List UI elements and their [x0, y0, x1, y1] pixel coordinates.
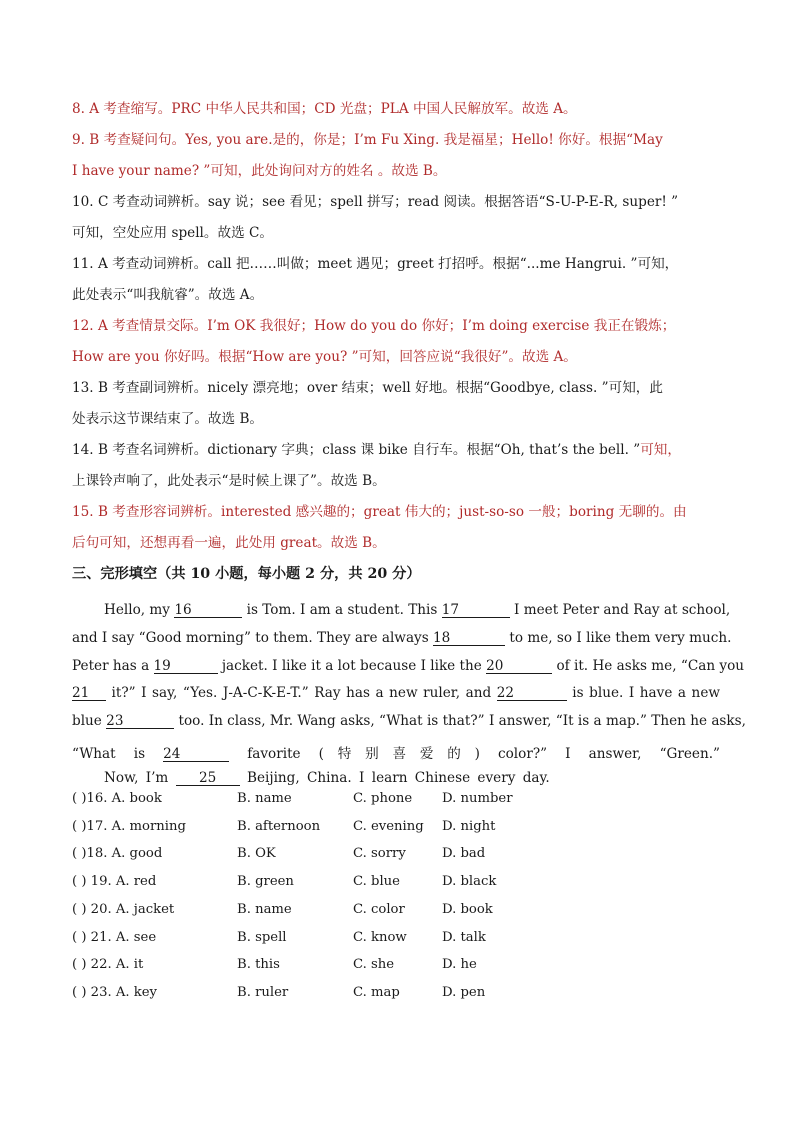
answer-a14-line-2 — [72, 469, 386, 489]
passage-text: I meet Peter and Ray at school, — [509, 602, 731, 618]
answer-a12-line-2 — [72, 345, 577, 365]
option-b: B. spell — [237, 929, 287, 945]
option-a: ( ) 23. A. key — [72, 984, 157, 1000]
answer-text: 15. B 考查形容词辨析。interested 感兴趣的；great 伟大的；just-so-so 一般；boring 无聊的。由 — [72, 504, 687, 520]
passage-text: blue — [72, 713, 107, 729]
passage-text: jacket. I like it a lot because I like the — [217, 658, 487, 674]
answer-a15-line-1 — [72, 500, 687, 520]
option-c: C. color — [353, 901, 405, 917]
answer-text: 14. B 考查名词辨析。dictionary 字典；class 课 bike 自行车。根据“Oh, that’s the bell. ” — [72, 442, 641, 458]
option-b: B. name — [237, 791, 292, 806]
option-a: ( ) 20. A. jacket — [72, 901, 175, 917]
passage-text: and I say “Good morning” to them. They are always — [72, 630, 434, 646]
option-b: B. ruler — [237, 984, 289, 1000]
blank-16: 16 — [174, 604, 242, 618]
option-b: B. name — [237, 901, 292, 917]
option-d: D. bad — [442, 846, 486, 862]
option-d: D. black — [442, 874, 497, 890]
passage-text: is blue. I have a new — [566, 685, 720, 701]
blank-20: 20 — [486, 660, 552, 674]
answer-a15-line-2 — [72, 531, 386, 551]
passage-line-content — [72, 685, 720, 701]
passage-text: Now, I’m — [104, 770, 176, 786]
option-b: B. this — [237, 957, 280, 973]
option-a: ( ) 19. A. red — [72, 874, 157, 890]
option-b: B. OK — [237, 846, 276, 862]
answer-text: 上课铃声响了，此处表示“是时候上课了”。故选 B。 — [72, 473, 386, 489]
option-a: ( ) 22. A. it — [72, 957, 144, 973]
answer-text: 11. A 考查动词辨析。call 把……叫做；meet 遇见；greet 打招呼。根据“...me Hangrui. ”可知， — [72, 256, 679, 272]
passage-text: Hello, my — [104, 602, 175, 618]
answer-a8-line-1 — [72, 97, 577, 117]
passage-line-1 — [104, 602, 731, 618]
answer-a10-line-1 — [72, 190, 678, 210]
blank-17: 17 — [442, 604, 510, 618]
passage-paragraph-2 — [104, 770, 550, 786]
answer-text: 10. C 考查动词辨析。say 说；see 看见；spell 拼写；read 阅读。根据答语“S-U-P-E-R, super! ” — [72, 194, 679, 210]
option-c: C. blue — [353, 874, 400, 890]
answer-a12-line-1 — [72, 314, 675, 334]
passage-text: “What is — [72, 746, 164, 762]
section-heading: 三、完形填空（共 10 小题，每小题 2 分，共 20 分） — [72, 566, 421, 582]
blank-21: 21 — [72, 687, 106, 701]
option-b: B. afternoon — [237, 818, 321, 834]
option-c: C. she — [353, 957, 395, 973]
answer-a13-line-2 — [72, 407, 263, 427]
passage-line-4 — [72, 685, 720, 701]
answer-a11-line-1 — [72, 252, 678, 272]
answer-text: 可知，空处应用 spell。故选 C。 — [72, 225, 273, 241]
option-b: B. green — [237, 874, 294, 890]
passage-text: it?” I say, “Yes. J-A-C-K-E-T.” Ray has a new ruler, and — [106, 685, 497, 701]
passage-text: of it. He asks me, “Can you — [552, 658, 745, 674]
passage-line-content — [72, 742, 720, 762]
passage-text: favorite (特别喜爱的) color?” I answer, “Green.” — [229, 746, 720, 762]
option-c: C. know — [353, 929, 407, 945]
passage-line-content — [104, 602, 731, 618]
option-c: C. map — [353, 984, 400, 1000]
passage-line-content — [72, 713, 746, 729]
answer-text: 此处表示“叫我航睿”。故选 A。 — [72, 287, 264, 303]
option-c: C. phone — [353, 791, 413, 806]
option-d: D. he — [442, 957, 477, 973]
answer-text: 8. A 考查缩写。PRC 中华人民共和国；CD 光盘；PLA 中国人民解放军。故选 A。 — [72, 101, 577, 117]
passage-text: Beijing, China. I learn Chinese every day. — [239, 770, 550, 786]
answer-text: 13. B 考查副词辨析。nicely 漂亮地；over 结束；well 好地。根据“Goodbye, class. ”可知，此 — [72, 380, 663, 396]
blank-25: 25 — [176, 772, 240, 786]
answer-a11-line-2 — [72, 283, 263, 303]
blank-18: 18 — [433, 632, 505, 646]
answer-a10-line-2 — [72, 221, 273, 241]
option-a: ( )18. A. good — [72, 846, 163, 862]
answer-text: I have your name? ”可知，此处询问对方的姓名 。故选 B。 — [72, 163, 447, 179]
option-c: C. sorry — [353, 846, 406, 862]
blank-23: 23 — [106, 715, 174, 729]
passage-text: too. In class, Mr. Wang asks, “What is that?” I answer, “It is a map.” Then he asks, — [174, 713, 746, 729]
passage-line-content — [72, 630, 732, 646]
passage-text: Peter has a — [72, 658, 154, 674]
option-a: ( )16. A. book — [72, 791, 162, 806]
answer-a9-line-1 — [72, 128, 663, 148]
passage-text: is Tom. I am a student. This — [242, 602, 442, 618]
blank-22: 22 — [497, 687, 567, 701]
passage-line-content — [72, 658, 745, 674]
answer-text: 9. B 考查疑问句。Yes, you are.是的，你是；I’m Fu Xing. 我是福星；Hello! 你好。根据“May — [72, 132, 663, 148]
answer-text: 可知， — [640, 442, 681, 458]
option-d: D. night — [442, 818, 496, 834]
passage-line-2 — [72, 630, 732, 646]
passage-line-5 — [72, 713, 746, 729]
passage-text: to me, so I like them very much. — [505, 630, 732, 646]
option-d: D. talk — [442, 929, 486, 945]
option-a: ( ) 21. A. see — [72, 929, 157, 945]
passage-line-6 — [72, 742, 720, 762]
answer-a14-line-1 — [72, 438, 681, 458]
option-c: C. evening — [353, 818, 424, 834]
answer-a9-line-2 — [72, 159, 447, 179]
answer-text: How are you 你好吗。根据“How are you? ”可知，回答应说“我很好”。故选 A。 — [72, 349, 577, 365]
option-d: D. number — [442, 791, 513, 806]
option-a: ( )17. A. morning — [72, 818, 186, 834]
answer-a13-line-1 — [72, 376, 663, 396]
answer-text: 后句可知，还想再看一遍，此处用 great。故选 B。 — [72, 535, 386, 551]
option-d: D. pen — [442, 984, 486, 1000]
answer-text: 12. A 考查情景交际。I’m OK 我很好；How do you do 你好；I’m doing exercise 我正在锻炼； — [72, 318, 676, 334]
blank-19: 19 — [154, 660, 218, 674]
answer-text: 处表示这节课结束了。故选 B。 — [72, 411, 264, 427]
option-d: D. book — [442, 901, 493, 917]
blank-24: 24 — [163, 748, 229, 762]
passage-line-3 — [72, 658, 745, 674]
